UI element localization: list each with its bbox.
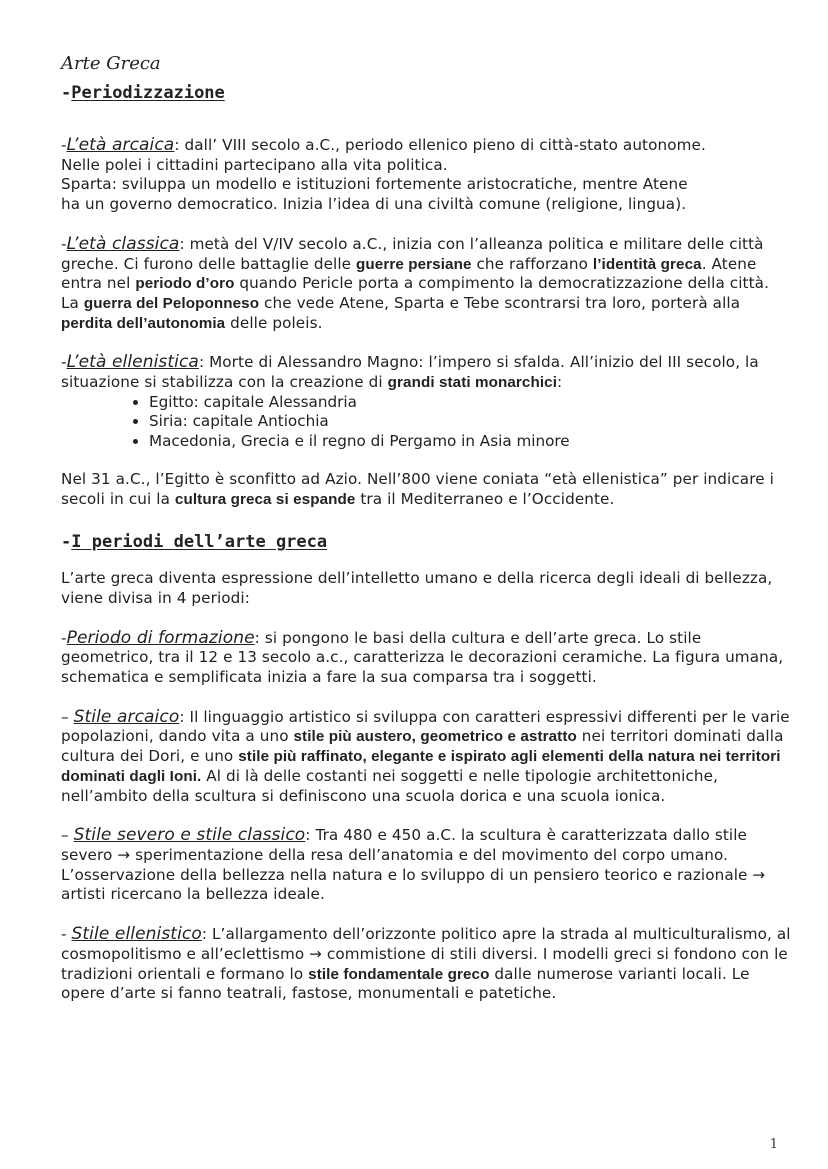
text: che vede Atene, Sparta e Tebe scontrarsi tra loro, porterà alla <box>259 293 741 312</box>
document-page <box>61 52 791 1004</box>
text: : L’allargamento dell’orizzonte politico apre la strada al multiculturalismo, al cosmopolitismo e all’eclettismo → commistione di stili diversi. I modelli greci si fondono con le tradizioni orientali e formano lo <box>61 925 791 983</box>
paragraph-egitto-azio <box>61 470 791 509</box>
document-title: Arte Greca <box>61 53 161 74</box>
paragraph-eta-ellenistica: -L’età ellenistica: Morte di Alessandro Magno: l’impero si sfalda. All’inizio del III secolo, la situazione si stabilizza con la creazione di grandi stati monarchici: <box>61 352 759 392</box>
text: : si pongono le basi della cultura e dell’arte greca. Lo stile geometrico, tra il 12 e 13 secolo a.c., caratterizza le decorazioni ceramiche. La figura umana, schematica e semplificata inizia a fare la sua comparsa tra i soggetti. <box>61 628 784 687</box>
text: L’arte greca diventa espressione dell’intelletto umano e della ricerca degli ideali di bellezza, viene divisa in 4 periodi: <box>61 569 773 607</box>
text: che rafforzano <box>471 254 593 273</box>
text: dalle numerose varianti locali. Le opere d’arte si fanno teatrali, fastose, monumentali e patetiche. <box>61 964 750 1003</box>
text: : Tra 480 e 450 a.C. la scultura è caratterizzata dallo stile severo → sperimentazione della resa dell’anatomia e del movimento del corpo umano. L’osservazione della bellezza nella natura e lo sviluppo di un pensiero teorico e razionale → artisti ricercano la bellezza ideale. <box>61 826 766 904</box>
text: ha un governo democratico. Inizia l’idea di una civiltà comune (religione, lingua). <box>61 195 687 214</box>
text: : <box>557 373 563 392</box>
text: Nelle polei i cittadini partecipano alla vita politica. <box>61 155 448 174</box>
heading-text: Periodizzazione <box>71 83 225 103</box>
text: : Il linguaggio artistico si sviluppa con caratteri espressivi differenti per le varie popolazioni, dando vita a uno <box>61 707 790 746</box>
paragraph-stile-ellenistico: - Stile ellenistico: L’allargamento dell’orizzonte politico apre la strada al multiculturalismo, al cosmopolitismo e all’eclettismo → commistione di stili diversi. I modelli greci si fondono con le tradizioni orientali e formano lo stile fondamentale greco dalle numerose varianti locali. Le opere d’arte si fanno teatrali, fastose, monumentali e patetiche. <box>61 924 791 1003</box>
heading-periodi-arte: -I periodi dell’arte greca <box>61 532 328 553</box>
bullet-list-stati <box>61 393 791 452</box>
heading-periodizzazione: -Periodizzazione <box>61 83 225 103</box>
bold-text: perdita dell’autonomia <box>61 314 226 332</box>
bold-text: l’identità greca <box>592 255 702 273</box>
paragraph-stile-severo-classico: – Stile severo e stile classico: Tra 480 e 450 a.C. la scultura è caratterizzata dallo stile severo → sperimentazione della resa dell’anatomia e del movimento del corpo umano. L’osservazione della bellezza nella natura e lo sviluppo di un pensiero teorico e razionale → artisti ricercano la bellezza ideale. <box>61 825 766 904</box>
label-eta-arcaica: L’età arcaica <box>66 135 175 155</box>
heading-text: I periodi dell’arte greca <box>71 532 328 553</box>
label-stile-ellenistico: Stile ellenistico <box>71 924 202 945</box>
bold-text: cultura greca si espande <box>174 490 356 508</box>
label-eta-ellenistica: L’età ellenistica <box>66 352 199 373</box>
paragraph-eta-arcaica: -L’età arcaica: dall’ VIII secolo a.C., periodo ellenico pieno di città-stato autonome. Nelle polei i cittadini partecipano alla vita politica. Sparta: sviluppa un modello e istituzioni fortemente aristocratiche, mentre Atene ha un governo democratico. Inizia l’idea di una civiltà comune (religione, lingua). <box>61 135 706 214</box>
text: Sparta: sviluppa un modello e istituzioni fortemente aristocratiche, mentre Atene <box>61 175 688 194</box>
paragraph-intro-arte <box>61 569 791 608</box>
label-eta-classica: L’età classica <box>66 233 180 254</box>
text: tra il Mediterraneo e l’Occidente. <box>355 489 615 508</box>
list-item: • Macedonia, Grecia e il regno di Pergamo in Asia minore <box>149 432 791 452</box>
paragraph-periodo-formazione: -Periodo di formazione: si pongono le basi della cultura e dell’arte greca. Lo stile geometrico, tra il 12 e 13 secolo a.c., caratterizza le decorazioni ceramiche. La figura umana, schematica e semplificata inizia a fare la sua comparsa tra i soggetti. <box>61 627 784 687</box>
text: nei territori dominati dalla cultura dei Dori, e uno <box>61 727 784 766</box>
bold-text: periodo d’oro <box>135 275 235 293</box>
text: : metà del V/IV secolo a.C., inizia con l’alleanza politica e militare delle città greche. Ci furono delle battaglie delle <box>61 234 764 273</box>
text: Al di là delle costanti nei soggetti e nelle tipologie architettoniche, nell’ambito della scultura si definiscono una scuola dorica e una scuola ionica. <box>61 766 719 805</box>
bold-text: stile più austero, geometrico e astratto <box>293 728 577 746</box>
text: : dall’ VIII secolo a.C., periodo ellenico pieno di città-stato autonome. <box>174 136 706 154</box>
paragraph-eta-classica: -L’età classica: metà del V/IV secolo a.C., inizia con l’alleanza politica e militare delle città greche. Ci furono delle battaglie delle guerre persiane che rafforzano l’identità greca. Atene entra nel periodo d’oro quando Pericle porta a compimento la democratizzazione della città. La guerra del Peloponneso che vede Atene, Sparta e Tebe scontrarsi tra loro, porterà alla perdita dell’autonomia delle poleis. <box>61 233 769 332</box>
bold-text: guerra del Peloponneso <box>83 294 260 312</box>
bold-text: stile fondamentale greco <box>308 965 490 983</box>
label-periodo-formazione: Periodo di formazione <box>66 627 255 648</box>
list-item: • Egitto: capitale Alessandria <box>149 393 791 413</box>
paragraph-stile-arcaico: – Stile arcaico: Il linguaggio artistico si sviluppa con caratteri espressivi differenti per le varie popolazioni, dando vita a uno stile più austero, geometrico e astratto nei territori dominati dalla cultura dei Dori, e uno stile più raffinato, elegante e ispirato agli elementi della natura nei territori dominati dagli Ioni. Al di là delle costanti nei soggetti e nelle tipologie architettoniche, nell’ambito della scultura si definiscono una scuola dorica e una scuola ionica. <box>61 706 790 805</box>
text: . Atene entra nel <box>61 254 757 293</box>
list-item: • Siria: capitale Antiochia <box>149 412 791 432</box>
bold-text: grandi stati monarchici <box>387 374 558 392</box>
label-stile-arcaico: Stile arcaico <box>73 706 180 727</box>
text: quando Pericle porta a compimento la democratizzazione della città. La <box>61 274 769 312</box>
text: delle poleis. <box>225 313 323 332</box>
text: Nel 31 a.C., l’Egitto è sconfitto ad Azio. Nell’800 viene coniata “età ellenistica” per indicare i secoli in cui la <box>61 469 774 508</box>
bold-text: guerre persiane <box>356 255 472 273</box>
text: : Morte di Alessandro Magno: l’impero si sfalda. All’inizio del III secolo, la situazione si stabilizza con la creazione di <box>61 353 759 392</box>
label-stile-severo-classico: Stile severo e stile classico <box>73 825 306 846</box>
page-number: 1 <box>769 1137 778 1152</box>
bold-text: stile più raffinato, elegante e ispirato agli elementi della natura nei territori dominati dagli Ioni. <box>61 748 781 785</box>
